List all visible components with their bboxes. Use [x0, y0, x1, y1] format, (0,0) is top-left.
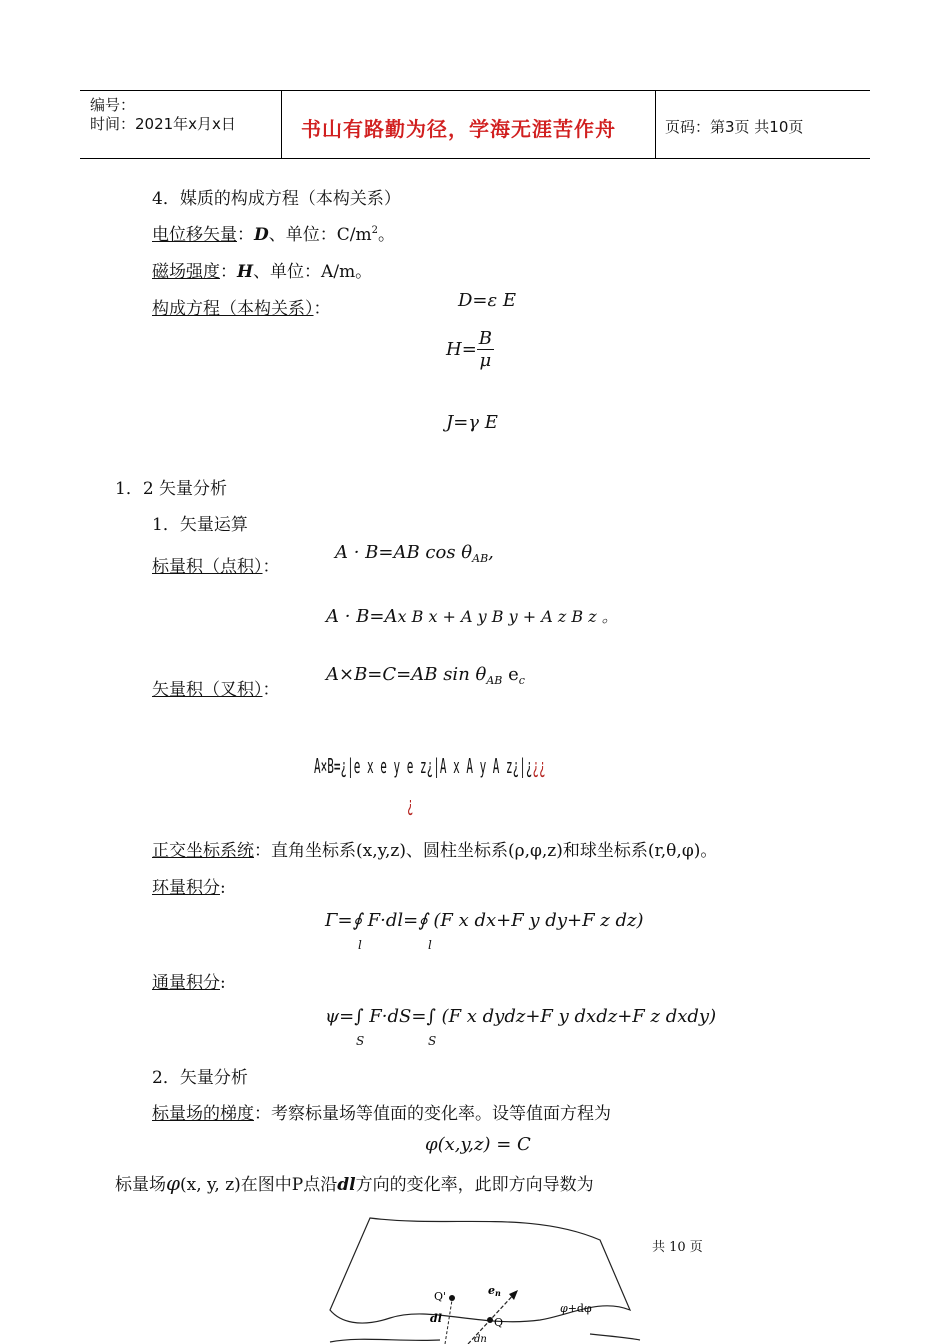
section12-heading: 1．2 矢量分析: [115, 479, 228, 499]
eq-d-epsilon-e: D=ε E: [458, 290, 517, 311]
label-q-prime: Q': [434, 1290, 447, 1303]
flux-sub-2: S: [428, 1034, 437, 1048]
disp-label: 电位移矢量: [152, 225, 237, 245]
circ-sub-2: l: [428, 938, 432, 952]
dot-eq2: [326, 604, 618, 627]
label-q: Q: [494, 1316, 504, 1329]
grad-para-1: 标量场: [115, 1175, 166, 1195]
cross-colon: ：: [262, 680, 280, 700]
grad-para-3: 方向的变化率，此即方向导数为: [355, 1175, 594, 1195]
grad-eq: φ(x,y,z) = C: [425, 1134, 531, 1155]
dot-eq1: [335, 542, 494, 565]
eq-h-fraction: [477, 328, 494, 371]
cross-eq-e-sub: c: [518, 674, 525, 687]
dot-eq2-main: A · B=A: [326, 606, 398, 627]
equipotential-surface-figure: [300, 1210, 660, 1344]
disp-line: [152, 220, 395, 245]
cross-eq-sub: AB: [486, 674, 503, 687]
cross-eq-main: A×B=C=AB sin θ: [326, 664, 487, 685]
dot-colon: ：: [262, 557, 280, 577]
const-label: 构成方程（本构关系）: [152, 299, 314, 319]
flux-sub-1: S: [356, 1034, 365, 1048]
flux-colon: :: [220, 973, 226, 993]
broken-formula-red: ¿¿: [532, 754, 546, 778]
eq-h-left: H=: [446, 339, 477, 360]
footer-total-pages: 共 10 页: [652, 1240, 703, 1255]
point-q-prime: [449, 1295, 455, 1301]
dot-eq1-main: A · B=AB cos θ: [335, 542, 473, 563]
header-divider-left: [281, 90, 282, 158]
label-en-e: e: [488, 1284, 495, 1297]
broken-formula-main: A×B=¿|e x e y e z¿|A x A y A z¿|¿: [314, 754, 533, 778]
disp-symbol: D: [254, 225, 269, 245]
dot-label-line: [152, 552, 280, 577]
point-q: [487, 1317, 493, 1323]
dot-label: 标量积（点积）: [152, 557, 263, 577]
eq-h-num: B: [478, 328, 493, 349]
broken-determinant-formula: [314, 754, 546, 778]
eq-j-gamma-e: J=γ E: [446, 412, 498, 433]
mag-line: [152, 257, 372, 282]
circ-label-line: [152, 873, 226, 898]
broken-formula-below: ¿: [407, 792, 414, 816]
header-number: 编号：: [90, 96, 136, 114]
section4-heading: 4．媒质的构成方程（本构关系）: [152, 189, 401, 209]
grad-para-2: (x, y, z)在图中P点沿: [180, 1175, 338, 1195]
mag-label: 磁场强度: [152, 262, 220, 282]
label-dn: dn: [474, 1334, 487, 1344]
mag-unit: 、单位：A/m。: [253, 262, 373, 282]
disp-unit: 、单位：C/m: [268, 225, 372, 245]
const-colon: ：: [313, 299, 331, 319]
circ-colon: :: [220, 878, 226, 898]
sub1-heading: 1．矢量运算: [152, 515, 248, 535]
grad-para-dl: dl: [337, 1175, 356, 1195]
coords-text: ：直角坐标系(x,y,z)、圆柱坐标系(ρ,φ,z)和球坐标系(r,θ,φ)。: [254, 841, 718, 861]
label-en: [488, 1284, 501, 1298]
flux-label: 通量积分: [152, 973, 220, 993]
header-top-rule: [80, 90, 870, 91]
dot-eq1-end: ,: [488, 542, 494, 563]
label-en-n: n: [495, 1288, 501, 1298]
circ-label: 环量积分: [152, 878, 220, 898]
grad-para-phi: φ: [166, 1171, 181, 1195]
cross-label-line: [152, 675, 280, 700]
disp-unit-sup: 2: [371, 225, 378, 236]
circ-sub-1: l: [358, 938, 362, 952]
eq-h-den: μ: [479, 350, 492, 371]
grad-paragraph: [115, 1170, 594, 1195]
dl-vector: [445, 1300, 452, 1344]
flux-eq: ψ=∫ F·dS=∫ (F x dydz+F y dxdz+F z dxdy): [325, 1006, 717, 1027]
disp-colon: ：: [237, 225, 254, 245]
mag-symbol: H: [237, 262, 254, 282]
coords-label: 正交坐标系统: [152, 841, 254, 861]
dot-eq2-tail: x B x + A y B y + A z B z 。: [397, 607, 618, 626]
circ-eq: Γ=∮ F·dl=∮ (F x dx+F y dy+F z dz): [325, 910, 644, 931]
cross-label: 矢量积（叉积）: [152, 680, 263, 700]
grad-label: 标量场的梯度: [152, 1104, 254, 1124]
header-time: 时间：2021年x月x日: [90, 115, 236, 133]
disp-end: 。: [377, 225, 395, 245]
coords-line: [152, 836, 717, 861]
cross-eq: [326, 664, 525, 687]
label-phi-sym: φ: [560, 1302, 568, 1315]
grad-text: ：考察标量场等值面的变化率。设等值面方程为: [254, 1104, 611, 1124]
flux-label-line: [152, 968, 226, 993]
header-bottom-rule: [80, 158, 870, 159]
header-motto: 书山有路勤为径，学海无涯苦作舟: [301, 117, 616, 141]
header-page: 页码：第3页 共10页: [665, 118, 804, 136]
mag-colon: ：: [220, 262, 237, 282]
header-divider-right: [655, 90, 656, 158]
eq-h-b-mu: [446, 328, 494, 371]
label-dl: dl: [430, 1312, 442, 1325]
grad-line: [152, 1099, 611, 1124]
dot-eq1-sub: AB: [472, 552, 489, 565]
cross-eq-e: e: [502, 664, 519, 685]
const-line: [152, 294, 331, 319]
sub2-heading: 2．矢量分析: [152, 1068, 248, 1088]
label-phi: [560, 1302, 592, 1315]
label-phi-rest: +dφ: [567, 1302, 592, 1315]
